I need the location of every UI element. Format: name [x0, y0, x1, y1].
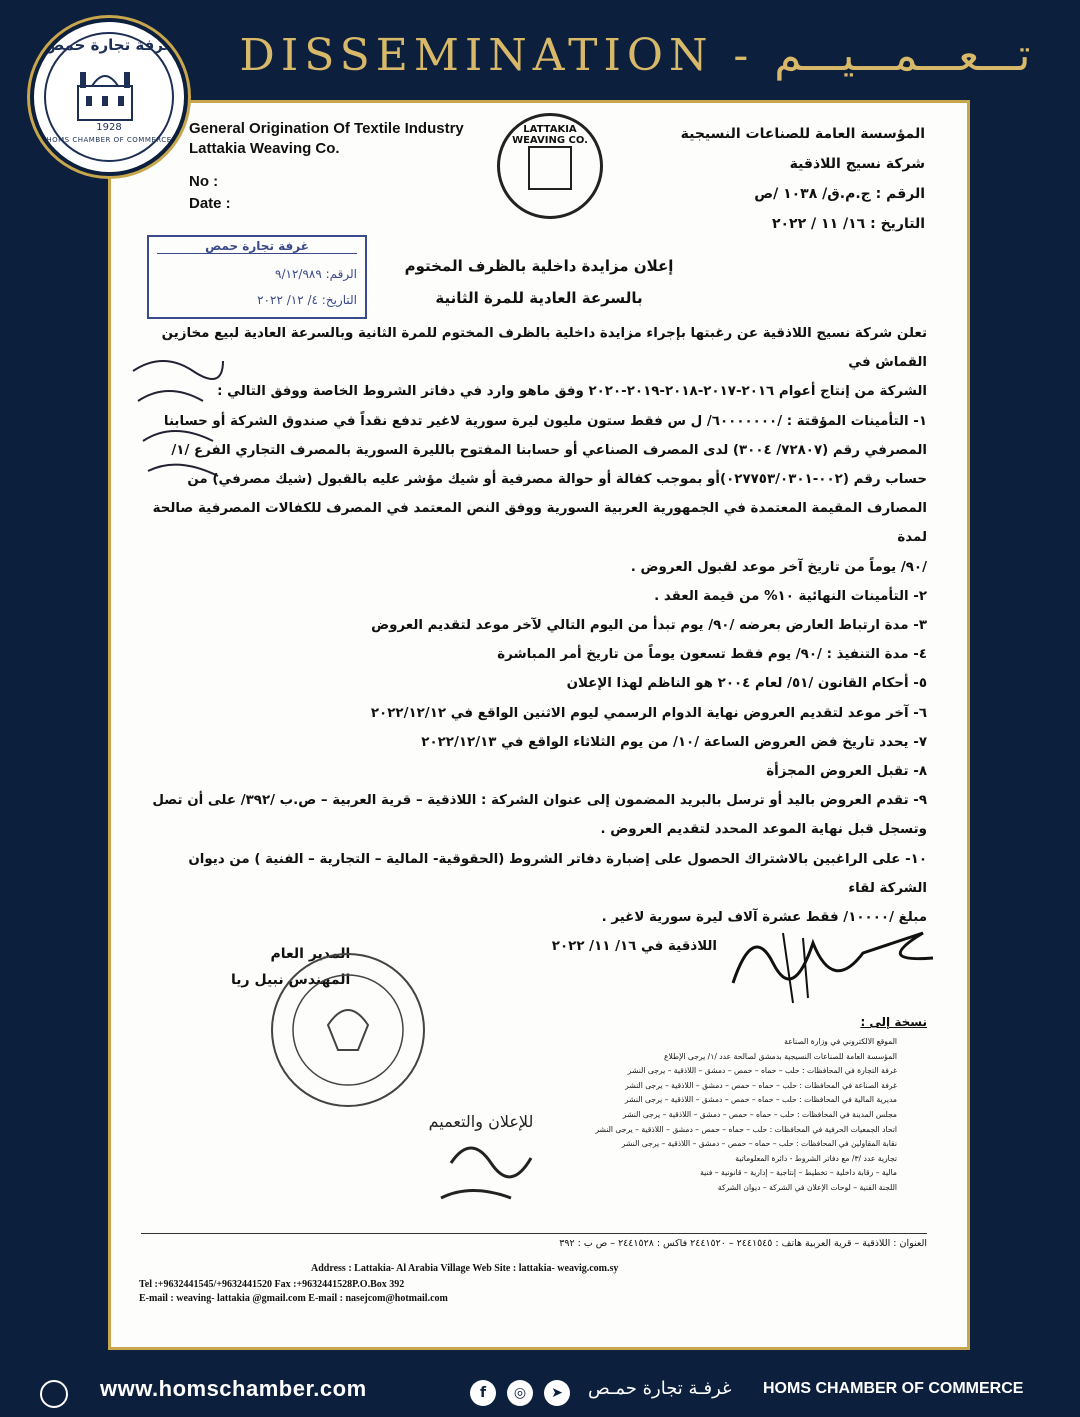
chamber-logo: [30, 18, 188, 176]
body-paragraph: المصارف المقيمة المعتمدة في الجمهورية العربية السورية ووفق النص المعتمد في المصرف للكفالات المصرفية صالحة لمدة: [152, 501, 927, 546]
footer-english-address: Address : Lattakia- Al Arabia Village Web Site : lattakia- weavig.com.sy: [311, 1263, 619, 1274]
body-paragraph: الشركة من إنتاج أعوام ٢٠١٦-٢٠١٧-٢٠١٨-٢٠١٩-٢٠٢٠ وفق ماهو وارد في دفاتر الشروط الخاصة ووفق التالي :: [217, 384, 927, 400]
body-paragraph: ٧- يحدد تاريخ فض العروض الساعة /١٠/ من يوم الثلاثاء الواقع في ٢٠٢٢/١٢/١٣: [421, 734, 927, 750]
body-paragraph: اللاذقية في ١٦/ ١١/ ٢٠٢٢: [551, 939, 717, 955]
list-item: غرفة الصناعة في المحافظات : حلب – حماه – حمص – دمشق – اللاذقية – يرجى النشر: [625, 1080, 897, 1090]
building-icon: [72, 64, 138, 124]
bottom-bar: [0, 1372, 1080, 1417]
logo-english-name: HOMS CHAMBER OF COMMERCE: [46, 136, 172, 144]
list-item: تجارية عدد /٣/ مع دفاتر الشروط - دائرة المعلوماتية: [735, 1153, 897, 1163]
signatory-name: المهندس نبيل ريا: [231, 972, 351, 988]
announcement-body: [147, 319, 927, 961]
body-paragraph: المصرفي رقم (٧٢٨٠٧/ ٣٠٠٤) لدى المصرف الصناعي أو حسابنا المفتوح بالليرة السورية بالمصرف التجاري الفرع /١/: [171, 442, 927, 458]
logo-arabic-name: غرفة تجارة حمص: [44, 36, 174, 54]
document-page: [108, 100, 970, 1350]
page-title: DISSEMINATION - تـــعـــمـــيـــم: [239, 30, 1031, 81]
body-paragraph: ٥- أحكام القانون /٥١/ لعام ٢٠٠٤ هو الناظم لهذا الإعلان: [566, 676, 927, 692]
list-item: اللجنة الفنية – لوحات الإعلان في الشركة – ديوان الشركة: [717, 1182, 897, 1192]
chamber-name-english: HOMS CHAMBER OF COMMERCE: [763, 1380, 1024, 1397]
body-paragraph: حساب رقم (٠٠٢-٠٢٧٧٥٣/٠٣٠١)أو بموجب كفالة أو حوالة مصرفية أو شيك مؤشر عليه بالقبول (شيك مصرفي) من: [187, 472, 927, 488]
list-item: اتحاد الجمعيات الحرفية في المحافظات : حلب – حماه – حمص – دمشق – اللاذقية – يرجى النشر: [595, 1124, 897, 1134]
list-item: مجلس المدينة في المحافظات : حلب – حماه – حمص – دمشق – اللاذقية – يرجى النشر: [622, 1109, 897, 1119]
body-paragraph: وتسجل قبل نهاية الموعد المحدد لتقديم العروض .: [600, 822, 927, 838]
letterhead-ar-ref: الرقم : ج.م.ق/ ١٠٣٨ /ص: [754, 186, 925, 202]
letterhead-en-line1: General Origination Of Textile Industry: [189, 120, 464, 137]
telegram-icon[interactable]: ➤: [544, 1380, 570, 1406]
instagram-icon[interactable]: ◎: [507, 1380, 533, 1406]
list-item: مالية – رقابة داخلية – تخطيط – إنتاجية – إدارية – قانونية – فنية: [700, 1168, 897, 1178]
letterhead-date: Date :: [189, 195, 231, 212]
announcement-title: إعلان مزايدة داخلية بالظرف المختوم: [404, 257, 674, 275]
company-stamp-text: LATTAKIA WEAVING CO.: [512, 124, 588, 146]
company-stamp: [497, 113, 603, 219]
letterhead-ar-date: التاريخ : ١٦/ ١١ / ٢٠٢٢: [771, 216, 925, 232]
footer-email: E-mail : weaving- lattakia @gmail.com E-mail : nasejcom@hotmail.com: [139, 1293, 448, 1304]
announcement-subtitle: بالسرعة العادية للمرة الثانية: [435, 289, 643, 307]
body-paragraph: ١٠- على الراغبين بالاشتراك الحصول على إضبارة دفاتر الشروط (الحقوقية- المالية – التجارية – الفنية ) من ديوان الشركة لقاء: [188, 851, 927, 896]
website-link[interactable]: www.homschamber.com: [100, 1376, 367, 1401]
list-item: غرفة التجارة في المحافظات : حلب – حماه – حمص – دمشق – اللاذقية – يرجى النشر: [627, 1066, 897, 1076]
received-stamp-number: الرقم: ٩/١٢/٩٨٩: [275, 267, 357, 281]
copies-title: نسخة إلى :: [860, 1015, 927, 1029]
list-item: نقابة المقاولين في المحافظات : حلب – حماه – حمص – دمشق – اللاذقية – يرجى النشر: [621, 1139, 897, 1149]
received-stamp-date: التاريخ: ٤/ ١٢/ ٢٠٢٢: [257, 293, 357, 307]
list-item: الموقع الالكتروني في وزارة الصناعة: [784, 1037, 897, 1046]
handnote-text: للإعلان والتعميم: [428, 1112, 534, 1131]
footer-arabic-address: العنوان : اللاذقية – قرية العربية هاتف : ٢٤٤١٥٤٥ – ٢٤٤١٥٢٠ فاكس : ٢٤٤١٥٢٨ – ص ب : ٣٩٢: [141, 1233, 927, 1249]
body-paragraph: تعلن شركة نسيج اللاذقية عن رغبتها بإجراء مزايدة داخلية بالظرف المختوم للمرة الثانية وبالسرعة العادية لبيع مخازين القماش في: [161, 326, 927, 371]
letterhead-ar-line1: المؤسسة العامة للصناعات النسيجية: [680, 126, 925, 142]
handwritten-approval-note: [411, 1103, 551, 1213]
company-stamp-emblem: [528, 146, 572, 190]
globe-icon: [40, 1380, 68, 1408]
body-paragraph: مبلغ /١٠٠٠٠/ فقط عشرة آلاف ليرة سورية لاغير .: [601, 910, 927, 926]
facebook-icon[interactable]: f: [470, 1380, 496, 1406]
letterhead-english: [189, 119, 464, 159]
footer-tel: Tel :+9632441545/+9632441520 Fax :+9632441528P.O.Box 392: [139, 1279, 405, 1290]
received-stamp-title: غرفة تجارة حمص: [157, 239, 357, 254]
body-paragraph: /٩٠/ يوماً من تاريخ آخر موعد لقبول العروض .: [630, 559, 927, 575]
handwritten-signature: [723, 903, 943, 1013]
chamber-name-arabic: غرفـة تجارة حمـص: [588, 1378, 732, 1399]
body-paragraph: ٣- مدة ارتباط العارض بعرضه /٩٠/ يوم تبدأ من اليوم التالي لآخر موعد لتقديم العروض: [371, 618, 927, 634]
body-paragraph: ٩- تقدم العروض باليد أو ترسل بالبريد المضمون إلى عنوان الشركة : اللاذقية – قرية العربية – ص.ب /٣٩٢/ على أن تصل: [152, 793, 927, 809]
letterhead-arabic: [681, 119, 925, 239]
list-item: مديرية المالية في المحافظات : حلب – حماه – حمص – دمشق – اللاذقية – يرجى النشر: [624, 1095, 897, 1105]
signatory-role: المدير العام: [270, 946, 351, 962]
letterhead-no: No :: [189, 173, 219, 190]
body-paragraph: ٨- تقبل العروض المجزأة: [766, 764, 927, 780]
body-paragraph: ٢- التأمينات النهائية ١٠% من قيمة العقد .: [654, 588, 927, 604]
list-item: المؤسسة العامة للصناعات النسيجية بدمشق لصالحة عدد /١/ يرجى الإطلاع: [663, 1051, 897, 1061]
logo-year: 1928: [96, 122, 122, 133]
letterhead-en-line2: Lattakia Weaving Co.: [189, 140, 340, 157]
body-paragraph: ٤- مدة التنفيذ : /٩٠/ يوم فقط تسعون يوماً من تاريخ أمر المباشرة: [497, 647, 927, 663]
letterhead-ar-line2: شركة نسيج اللاذقية: [789, 156, 925, 172]
body-paragraph: ٦- آخر موعد لتقديم العروض نهاية الدوام الرسمي ليوم الاثنين الواقع في ٢٠٢٢/١٢/١٢: [370, 705, 927, 721]
body-paragraph: ١- التأمينات المؤقتة : /٦٠٠٠٠٠٠٠/ ل س فقط ستون مليون ليرة سورية لاغير تدفع نقداً في صندوق الشركة أو حسابنا: [163, 413, 927, 429]
